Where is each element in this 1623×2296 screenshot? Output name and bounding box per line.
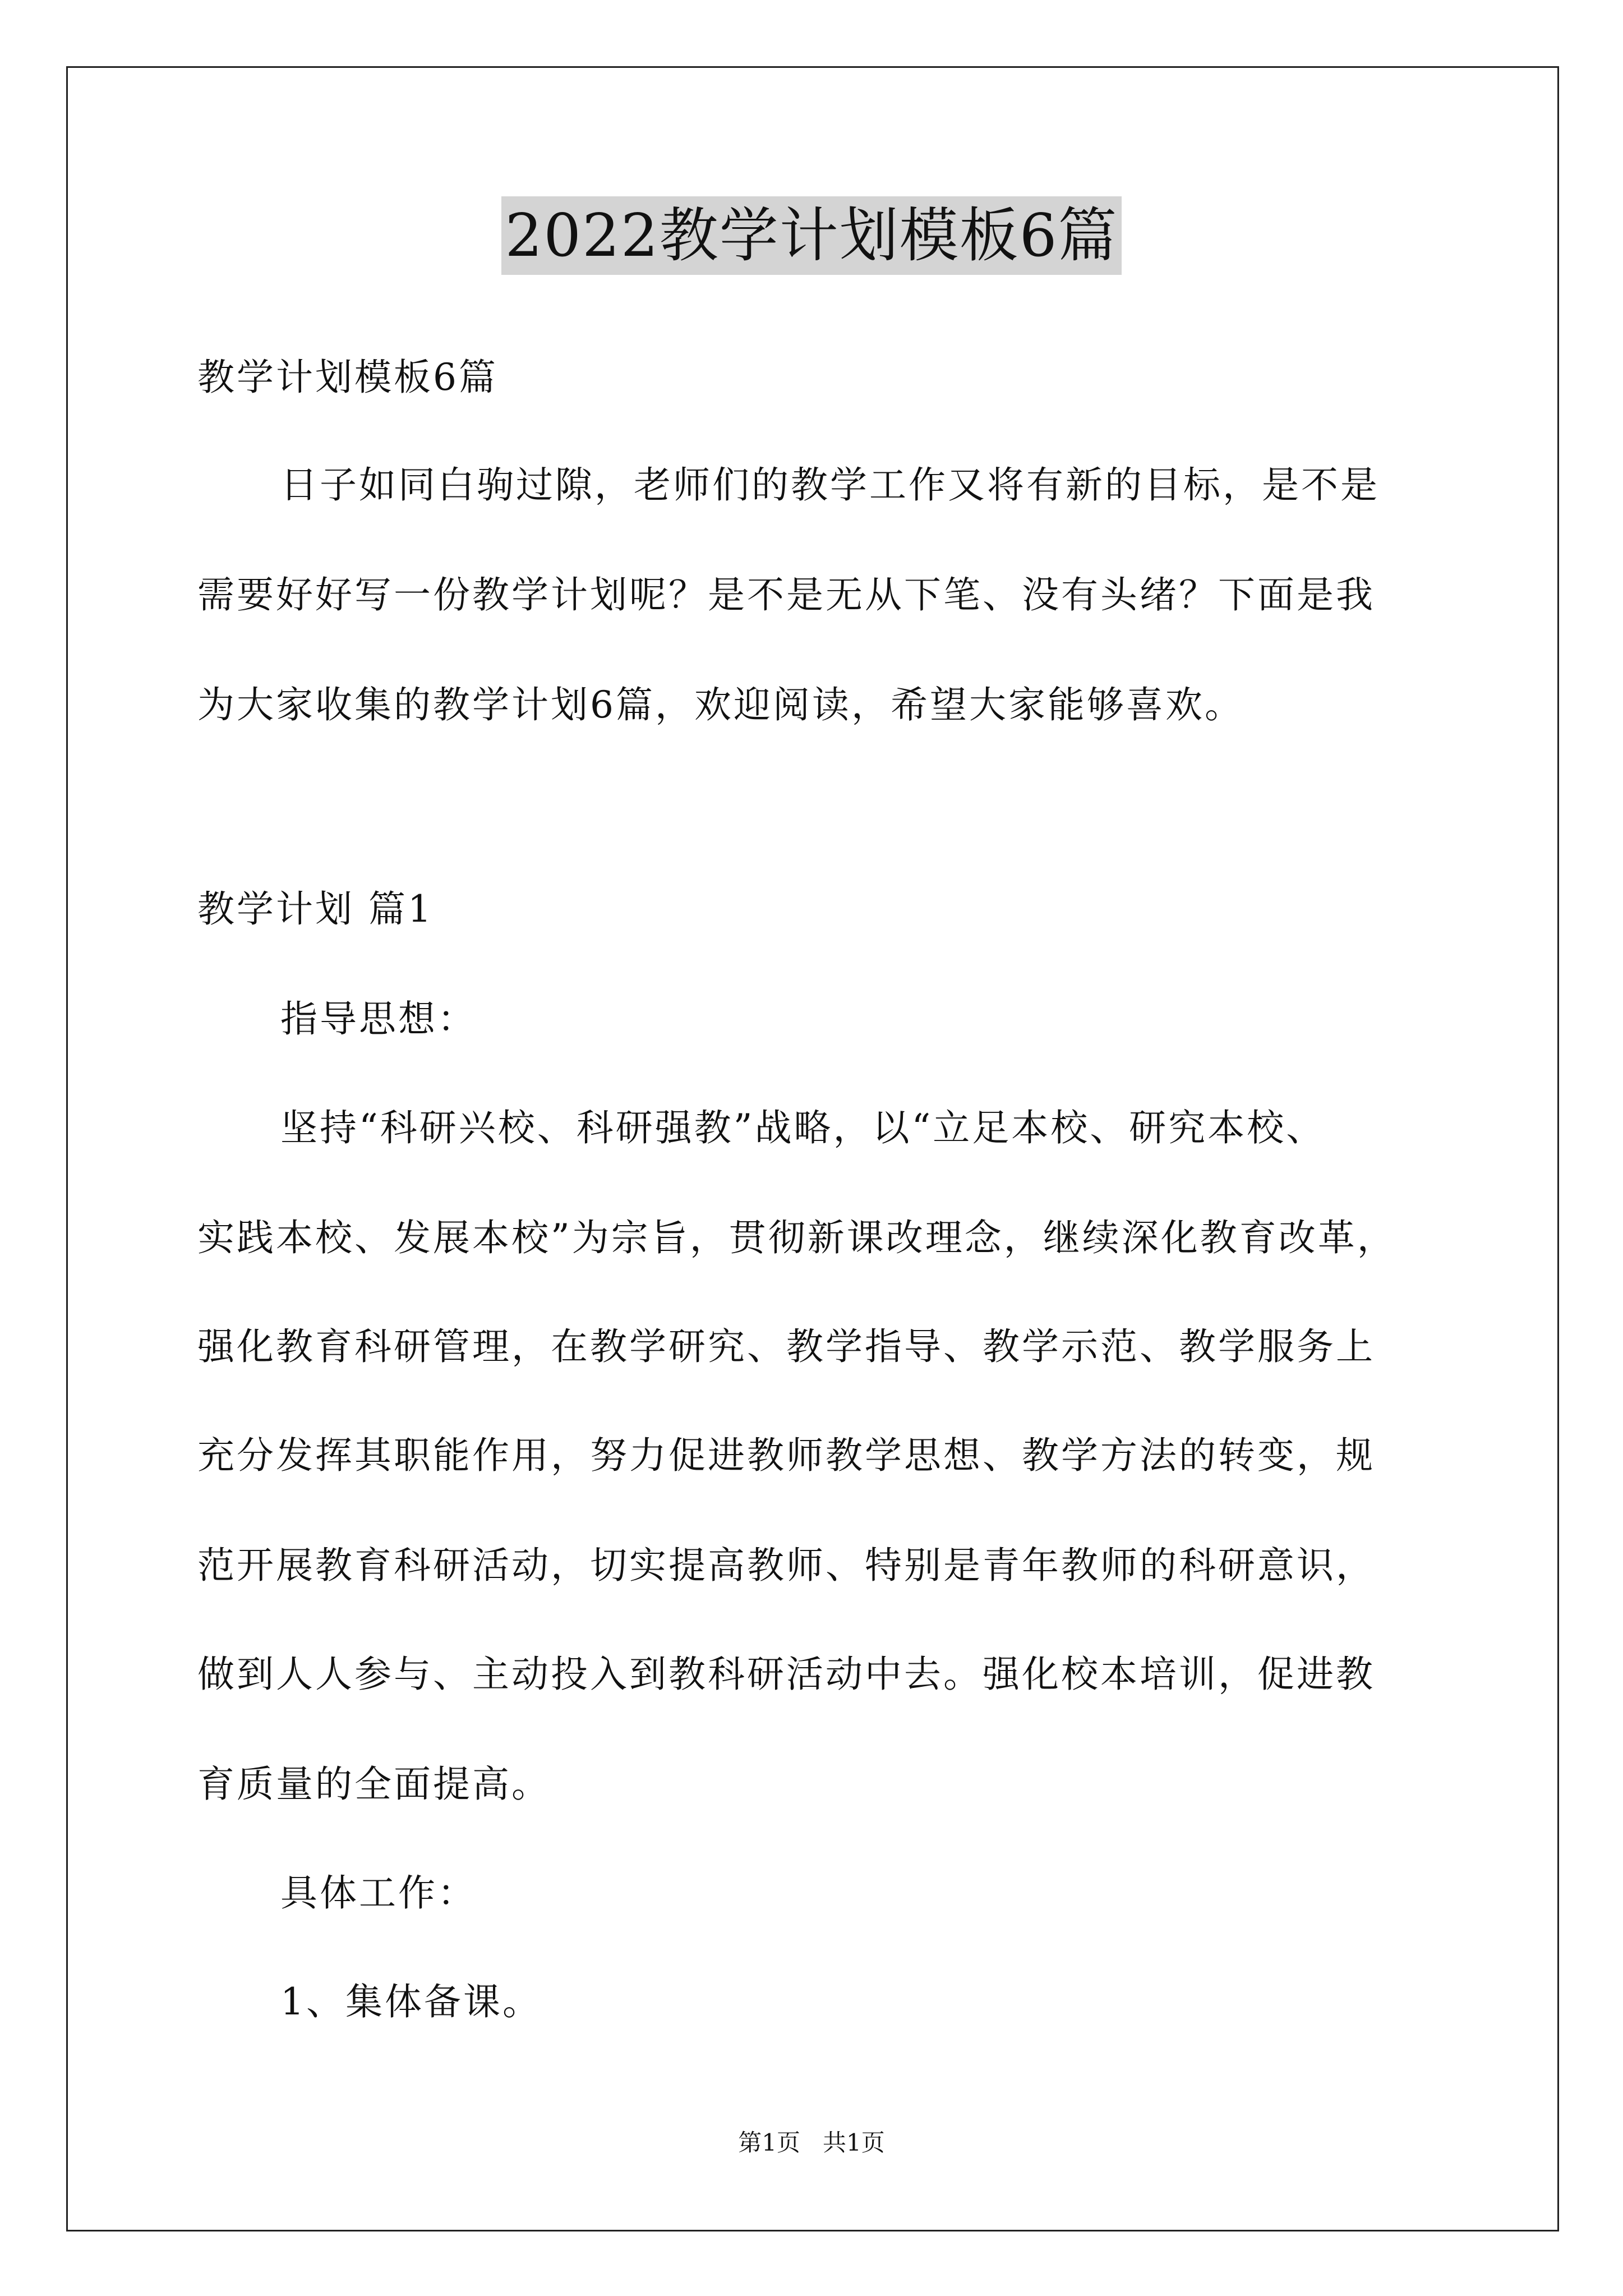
body-line-2: 实践本校、发展本校”为宗旨，贯彻新课改理念，继续深化教育改革， xyxy=(197,1216,1396,1259)
document-title: 2022教学计划模板6篇 xyxy=(501,196,1121,275)
intro-line-2: 需要好好写一份教学计划呢？是不是无从下笔、没有头绪？下面是我 xyxy=(197,573,1375,616)
intro-line-1: 日子如同白驹过隙，老师们的教学工作又将有新的目标，是不是 xyxy=(280,463,1380,507)
body-line-1: 坚持“科研兴校、科研强教”战略，以“立足本校、研究本校、 xyxy=(280,1106,1326,1149)
guiding-heading: 指导思想： xyxy=(280,997,477,1041)
body-line-4: 充分发挥其职能作用，努力促进教师教学思想、教学方法的转变，规 xyxy=(197,1434,1375,1477)
body-line-3: 强化教育科研管理，在教学研究、教学指导、教学示范、教学服务上 xyxy=(197,1325,1375,1368)
document-subtitle: 教学计划模板6篇 xyxy=(197,356,498,399)
intro-line-3: 为大家收集的教学计划6篇，欢迎阅读，希望大家能够喜欢。 xyxy=(197,683,1244,726)
title-container xyxy=(0,196,1623,275)
page-number-current: 第1页 xyxy=(738,2129,800,2156)
work-heading: 具体工作： xyxy=(280,1871,477,1915)
page-number-total: 共1页 xyxy=(823,2129,885,2156)
section-heading: 教学计划 篇1 xyxy=(197,887,434,931)
body-line-7: 育质量的全面提高。 xyxy=(197,1763,551,1806)
body-line-5: 范开展教育科研活动，切实提高教师、特别是青年教师的科研意识， xyxy=(197,1544,1375,1587)
body-line-6: 做到人人参与、主动投入到教科研活动中去。强化校本培训，促进教 xyxy=(197,1653,1375,1696)
page-footer xyxy=(0,2126,1623,2160)
work-item-1: 1、集体备课。 xyxy=(280,1980,542,2023)
